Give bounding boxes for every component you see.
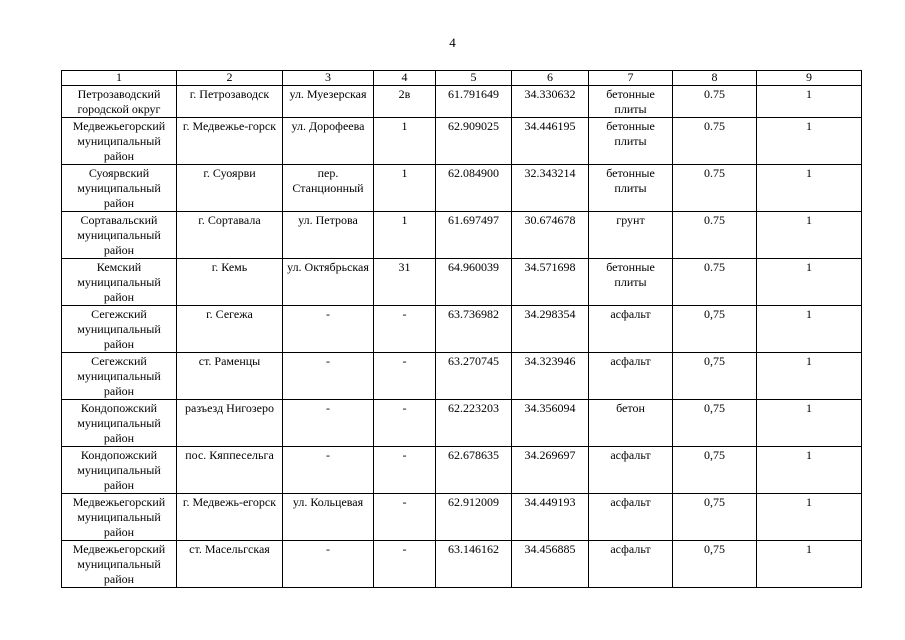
municipality-cell: Медвежьегорский муниципальный район xyxy=(62,118,177,165)
settlement-cell: ст. Раменцы xyxy=(177,353,283,400)
latitude-cell: 61.697497 xyxy=(436,212,512,259)
count-cell: 1 xyxy=(757,353,862,400)
longitude-cell: 34.330632 xyxy=(512,86,589,118)
longitude-cell: 34.323946 xyxy=(512,353,589,400)
latitude-cell: 62.084900 xyxy=(436,165,512,212)
area-cell: 0,75 xyxy=(673,447,757,494)
municipality-cell: Кондопожский муниципальный район xyxy=(62,447,177,494)
longitude-cell: 34.298354 xyxy=(512,306,589,353)
surface-cell: бетонные плиты xyxy=(589,259,673,306)
street-cell: ул. Октябрьская xyxy=(283,259,374,306)
longitude-cell: 30.674678 xyxy=(512,212,589,259)
area-cell: 0.75 xyxy=(673,165,757,212)
registry-table xyxy=(61,70,862,588)
street-cell: ул. Кольцевая xyxy=(283,494,374,541)
latitude-cell: 62.912009 xyxy=(436,494,512,541)
settlement-cell: г. Петрозаводск xyxy=(177,86,283,118)
settlement-cell: г. Сортавала xyxy=(177,212,283,259)
longitude-cell: 34.356094 xyxy=(512,400,589,447)
settlement-cell: г. Кемь xyxy=(177,259,283,306)
column-header: 6 xyxy=(512,71,589,86)
surface-cell: бетонные плиты xyxy=(589,165,673,212)
surface-cell: бетонные плиты xyxy=(589,118,673,165)
area-cell: 0,75 xyxy=(673,400,757,447)
house-number-cell: 31 xyxy=(374,259,436,306)
municipality-cell: Кондопожский муниципальный район xyxy=(62,400,177,447)
house-number-cell: 1 xyxy=(374,212,436,259)
house-number-cell: - xyxy=(374,447,436,494)
count-cell: 1 xyxy=(757,494,862,541)
house-number-cell: 2в xyxy=(374,86,436,118)
municipality-cell: Сегежский муниципальный район xyxy=(62,306,177,353)
surface-cell: грунт xyxy=(589,212,673,259)
column-header: 4 xyxy=(374,71,436,86)
table-row xyxy=(62,353,862,400)
municipality-cell: Медвежьегорский муниципальный район xyxy=(62,541,177,588)
count-cell: 1 xyxy=(757,447,862,494)
house-number-cell: - xyxy=(374,400,436,447)
area-cell: 0,75 xyxy=(673,541,757,588)
area-cell: 0,75 xyxy=(673,306,757,353)
surface-cell: асфальт xyxy=(589,353,673,400)
column-header: 1 xyxy=(62,71,177,86)
table-row xyxy=(62,259,862,306)
settlement-cell: г. Суоярви xyxy=(177,165,283,212)
house-number-cell: 1 xyxy=(374,165,436,212)
surface-cell: асфальт xyxy=(589,541,673,588)
street-cell: - xyxy=(283,541,374,588)
table-row xyxy=(62,494,862,541)
longitude-cell: 34.446195 xyxy=(512,118,589,165)
column-header: 3 xyxy=(283,71,374,86)
latitude-cell: 61.791649 xyxy=(436,86,512,118)
table-row xyxy=(62,447,862,494)
settlement-cell: ст. Масельгская xyxy=(177,541,283,588)
street-cell: ул. Дорофеева xyxy=(283,118,374,165)
column-header: 5 xyxy=(436,71,512,86)
latitude-cell: 63.736982 xyxy=(436,306,512,353)
municipality-cell: Сортавальский муниципальный район xyxy=(62,212,177,259)
page-number: 4 xyxy=(449,35,456,50)
street-cell: - xyxy=(283,306,374,353)
latitude-cell: 63.146162 xyxy=(436,541,512,588)
longitude-cell: 32.343214 xyxy=(512,165,589,212)
count-cell: 1 xyxy=(757,118,862,165)
latitude-cell: 62.223203 xyxy=(436,400,512,447)
settlement-cell: г. Медвежье-горск xyxy=(177,118,283,165)
count-cell: 1 xyxy=(757,259,862,306)
longitude-cell: 34.456885 xyxy=(512,541,589,588)
surface-cell: бетон xyxy=(589,400,673,447)
municipality-cell: Петрозаводский городской округ xyxy=(62,86,177,118)
longitude-cell: 34.571698 xyxy=(512,259,589,306)
longitude-cell: 34.449193 xyxy=(512,494,589,541)
header-row xyxy=(62,71,862,86)
settlement-cell: г. Сегежа xyxy=(177,306,283,353)
area-cell: 0.75 xyxy=(673,86,757,118)
table-row xyxy=(62,86,862,118)
municipality-cell: Суоярвский муниципальный район xyxy=(62,165,177,212)
house-number-cell: - xyxy=(374,494,436,541)
table-body xyxy=(62,71,862,588)
street-cell: - xyxy=(283,447,374,494)
column-header: 8 xyxy=(673,71,757,86)
count-cell: 1 xyxy=(757,541,862,588)
area-cell: 0,75 xyxy=(673,494,757,541)
house-number-cell: - xyxy=(374,306,436,353)
area-cell: 0.75 xyxy=(673,118,757,165)
column-header: 2 xyxy=(177,71,283,86)
latitude-cell: 63.270745 xyxy=(436,353,512,400)
street-cell: ул. Муезерская xyxy=(283,86,374,118)
table-row xyxy=(62,400,862,447)
count-cell: 1 xyxy=(757,212,862,259)
column-header: 7 xyxy=(589,71,673,86)
count-cell: 1 xyxy=(757,86,862,118)
area-cell: 0,75 xyxy=(673,353,757,400)
settlement-cell: г. Медвежь-егорск xyxy=(177,494,283,541)
surface-cell: асфальт xyxy=(589,447,673,494)
municipality-cell: Медвежьегорский муниципальный район xyxy=(62,494,177,541)
count-cell: 1 xyxy=(757,400,862,447)
settlement-cell: разъезд Нигозеро xyxy=(177,400,283,447)
table-row xyxy=(62,541,862,588)
house-number-cell: - xyxy=(374,353,436,400)
latitude-cell: 62.909025 xyxy=(436,118,512,165)
area-cell: 0.75 xyxy=(673,212,757,259)
street-cell: - xyxy=(283,400,374,447)
municipality-cell: Кемский муниципальный район xyxy=(62,259,177,306)
surface-cell: асфальт xyxy=(589,306,673,353)
latitude-cell: 62.678635 xyxy=(436,447,512,494)
street-cell: - xyxy=(283,353,374,400)
count-cell: 1 xyxy=(757,306,862,353)
street-cell: ул. Петрова xyxy=(283,212,374,259)
area-cell: 0.75 xyxy=(673,259,757,306)
column-header: 9 xyxy=(757,71,862,86)
settlement-cell: пос. Кяппесельга xyxy=(177,447,283,494)
surface-cell: асфальт xyxy=(589,494,673,541)
table-row xyxy=(62,306,862,353)
street-cell: пер. Станционный xyxy=(283,165,374,212)
house-number-cell: - xyxy=(374,541,436,588)
count-cell: 1 xyxy=(757,165,862,212)
surface-cell: бетонные плиты xyxy=(589,86,673,118)
longitude-cell: 34.269697 xyxy=(512,447,589,494)
house-number-cell: 1 xyxy=(374,118,436,165)
table-row xyxy=(62,212,862,259)
table-row xyxy=(62,118,862,165)
latitude-cell: 64.960039 xyxy=(436,259,512,306)
municipality-cell: Сегежский муниципальный район xyxy=(62,353,177,400)
table-row xyxy=(62,165,862,212)
